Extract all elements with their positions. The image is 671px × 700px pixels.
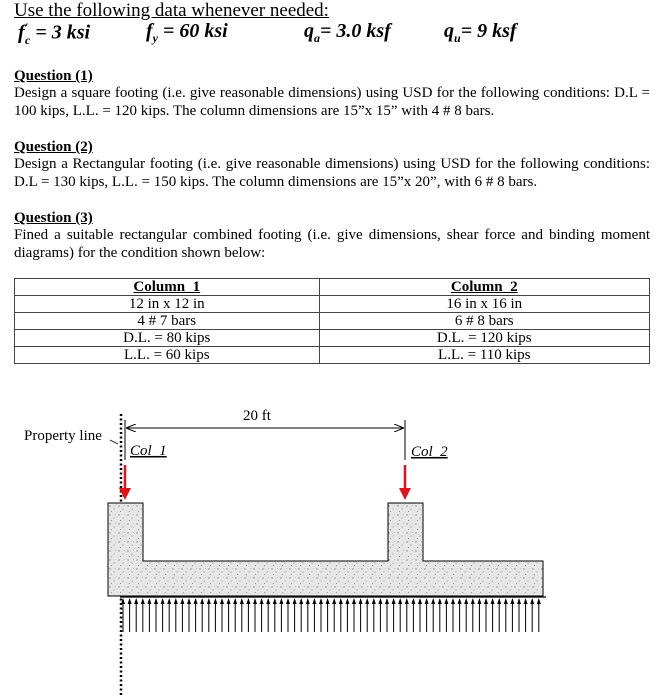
soil-pressure-arrow [372,598,376,632]
soil-pressure-arrow [273,598,277,632]
question-3-title: Question (3) [14,210,93,226]
soil-pressure-arrow [279,598,283,632]
property-line-leader [110,440,118,444]
soil-pressure-arrow [174,598,178,632]
soil-pressure-arrow [167,598,171,632]
soil-pressure-arrow [266,598,270,632]
col-1-label: Col_1 [130,443,167,459]
soil-pressure-arrow [332,598,336,632]
soil-pressure-arrow [524,598,528,632]
given-data-equations [14,20,664,50]
fc-equation: $f'_c = 3$ ksi [18,20,91,47]
soil-pressure-arrow [128,598,132,632]
soil-pressure-arrow [352,598,356,632]
soil-pressure-arrow [260,598,264,632]
soil-pressure-arrow [537,598,541,632]
soil-pressure-arrow [220,598,224,632]
soil-pressure-arrow [471,598,475,632]
question-2-body: Design a Rectangular footing (i.e. give reasonable dimensions) using USD for the following conditions: D.L = 130 kips, L.L. = 150 kips. The column dimensions are 15”x 20”, with 6 # 8 bars. [14,156,650,190]
table-header-cell: Column_1 [15,279,320,296]
soil-pressure-arrow [207,598,211,632]
soil-pressure-arrow [510,598,514,632]
combined-footing [108,503,543,596]
table-cell: 12 in x 12 in [15,296,320,313]
soil-pressure-arrow [438,598,442,632]
soil-pressure-arrow [411,598,415,632]
soil-pressure-arrow [312,598,316,632]
soil-pressure-arrow [359,598,363,632]
soil-pressure-arrow [385,598,389,632]
soil-pressure-arrow [425,598,429,632]
qu-equation: $q_u= 9$ ksf [444,20,517,45]
table-cell: 6 # 8 bars [319,313,649,330]
intro-text: Use the following data whenever needed: [14,0,329,21]
soil-pressure-arrow [378,598,382,632]
soil-pressure-arrow [227,598,231,632]
soil-pressure-arrow [504,598,508,632]
soil-pressure-arrow [180,598,184,632]
column-data-table [14,278,650,364]
table-cell: L.L. = 60 kips [15,347,320,364]
soil-pressure-arrow [246,598,250,632]
col-2-label: Col_2 [411,444,448,460]
soil-pressure-arrow [431,598,435,632]
soil-pressure-arrow [418,598,422,632]
soil-pressure-arrow [392,598,396,632]
soil-pressure-arrow [491,598,495,632]
table-header-cell: Column_2 [319,279,649,296]
soil-pressure-arrow [319,598,323,632]
soil-pressure-arrow [154,598,158,632]
col-2-load-arrow [399,465,411,500]
question-1-body: Design a square footing (i.e. give reasonable dimensions) using USD for the following conditions: D.L = 100 kips, L.L. = 120 kips. The column dimensions are 15”x 15” with 4 # 8 bars. [14,85,650,119]
soil-pressure-arrow [458,598,462,632]
soil-pressure-arrow [444,598,448,632]
question-2-title: Question (2) [14,139,93,155]
soil-pressure-arrow [464,598,468,632]
table-cell: 16 in x 16 in [319,296,649,313]
soil-pressure-arrow [339,598,343,632]
soil-pressure-arrow [497,598,501,632]
property-line-label: Property line [24,428,102,444]
soil-pressure-arrow [147,598,151,632]
soil-pressure-arrow [299,598,303,632]
table-header-row [15,279,650,296]
soil-pressure-arrow [286,598,290,632]
table-cell: D.L. = 80 kips [15,330,320,347]
soil-pressure-arrow [365,598,369,632]
soil-pressure-arrow [213,598,217,632]
soil-pressure-arrow [484,598,488,632]
table-cell: D.L. = 120 kips [319,330,649,347]
table-cell: 4 # 7 bars [15,313,320,330]
soil-pressure-arrow [141,598,145,632]
table-row [15,347,650,364]
soil-pressure-arrow [161,598,165,632]
soil-pressure-arrow [134,598,138,632]
table-row [15,330,650,347]
soil-pressure-arrow [530,598,534,632]
soil-pressure-arrow [326,598,330,632]
table-row [15,296,650,313]
soil-pressure-arrow [187,598,191,632]
soil-pressure-arrow [194,598,198,632]
fy-equation: $f_y = 60$ ksi [146,20,228,45]
soil-pressure-arrow [233,598,237,632]
soil-pressure-arrow [200,598,204,632]
table-row [15,313,650,330]
soil-pressure-arrows [120,597,546,632]
question-3-body: Fined a suitable rectangular combined footing (i.e. give dimensions, shear force and binding moment diagrams) for the condition shown below: [14,227,650,261]
soil-pressure-arrow [451,598,455,632]
soil-pressure-arrow [405,598,409,632]
table-cell: L.L. = 110 kips [319,347,649,364]
soil-pressure-arrow [293,598,297,632]
soil-pressure-arrow [517,598,521,632]
soil-pressure-arrow [477,598,481,632]
combined-footing-diagram [0,400,671,700]
spacing-dimension-label: 20 ft [243,408,271,424]
soil-pressure-arrow [253,598,257,632]
soil-pressure-arrow [398,598,402,632]
qa-equation: $q_a= 3.0$ ksf [304,20,391,45]
soil-pressure-arrow [240,598,244,632]
soil-pressure-arrow [345,598,349,632]
question-1-title: Question (1) [14,68,93,84]
soil-pressure-arrow [306,598,310,632]
